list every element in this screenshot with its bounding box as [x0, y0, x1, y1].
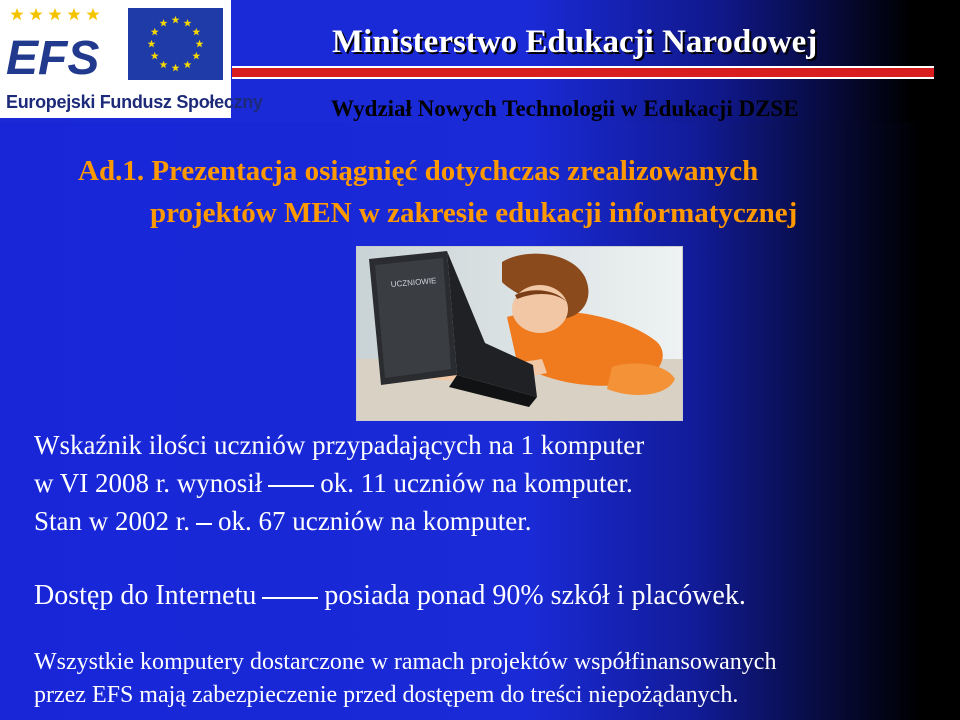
- logo-caption: [0, 88, 263, 118]
- indicator-line-1: Wskaźnik ilości uczniów przypadających na 1 komputer: [34, 430, 645, 460]
- dash-separator: [262, 597, 318, 599]
- indicator-line-2-a: w VI 2008 r. wynosił: [34, 468, 263, 498]
- internet-access-b: posiada ponad 90% szkół i placówek.: [324, 580, 746, 611]
- efs-caption-text: Europejski Fundusz Społeczny: [6, 92, 263, 112]
- indicator-line-2-b: ok. 11 uczniów na komputer.: [320, 468, 633, 498]
- internet-access-a: Dostęp do Internetu: [34, 580, 257, 611]
- dash-separator: [268, 485, 314, 487]
- indicator-line-3: [34, 502, 644, 540]
- slide-heading: [78, 150, 898, 234]
- efs-logo-text: EFS: [6, 32, 100, 85]
- indicator-paragraph: [34, 426, 644, 540]
- dash-separator: [196, 523, 212, 525]
- header-rule: [232, 66, 934, 79]
- efs-logo: [0, 0, 120, 88]
- heading-line-1: Ad.1. Prezentacja osiągnięć dotychczas zrealizowanych: [78, 155, 759, 187]
- department-subtitle: Wydział Nowych Technologii w Edukacji DZSE: [331, 96, 799, 121]
- eu-flag-logo: [120, 0, 231, 88]
- indicator-line-2: [34, 464, 644, 502]
- indicator-line-3-b: ok. 67 uczniów na komputer.: [218, 506, 532, 536]
- laptop-label: UCZNIOWIE: [390, 276, 437, 289]
- indicator-line-3-a: Stan w 2002 r.: [34, 506, 191, 536]
- internet-access-paragraph: [34, 580, 746, 612]
- ministry-title: Ministerstwo Edukacji Narodowej: [332, 24, 818, 60]
- heading-line-2: projektów MEN w zakresie edukacji informatycznej: [150, 197, 798, 229]
- security-line-1: Wszystkie komputery dostarczone w ramach projektów współfinansowanych: [34, 649, 777, 675]
- child-laptop-photo: [356, 246, 683, 421]
- security-paragraph: [34, 646, 776, 712]
- security-line-2: przez EFS mają zabezpieczenie przed dostępem do treści niepożądanych.: [34, 682, 739, 708]
